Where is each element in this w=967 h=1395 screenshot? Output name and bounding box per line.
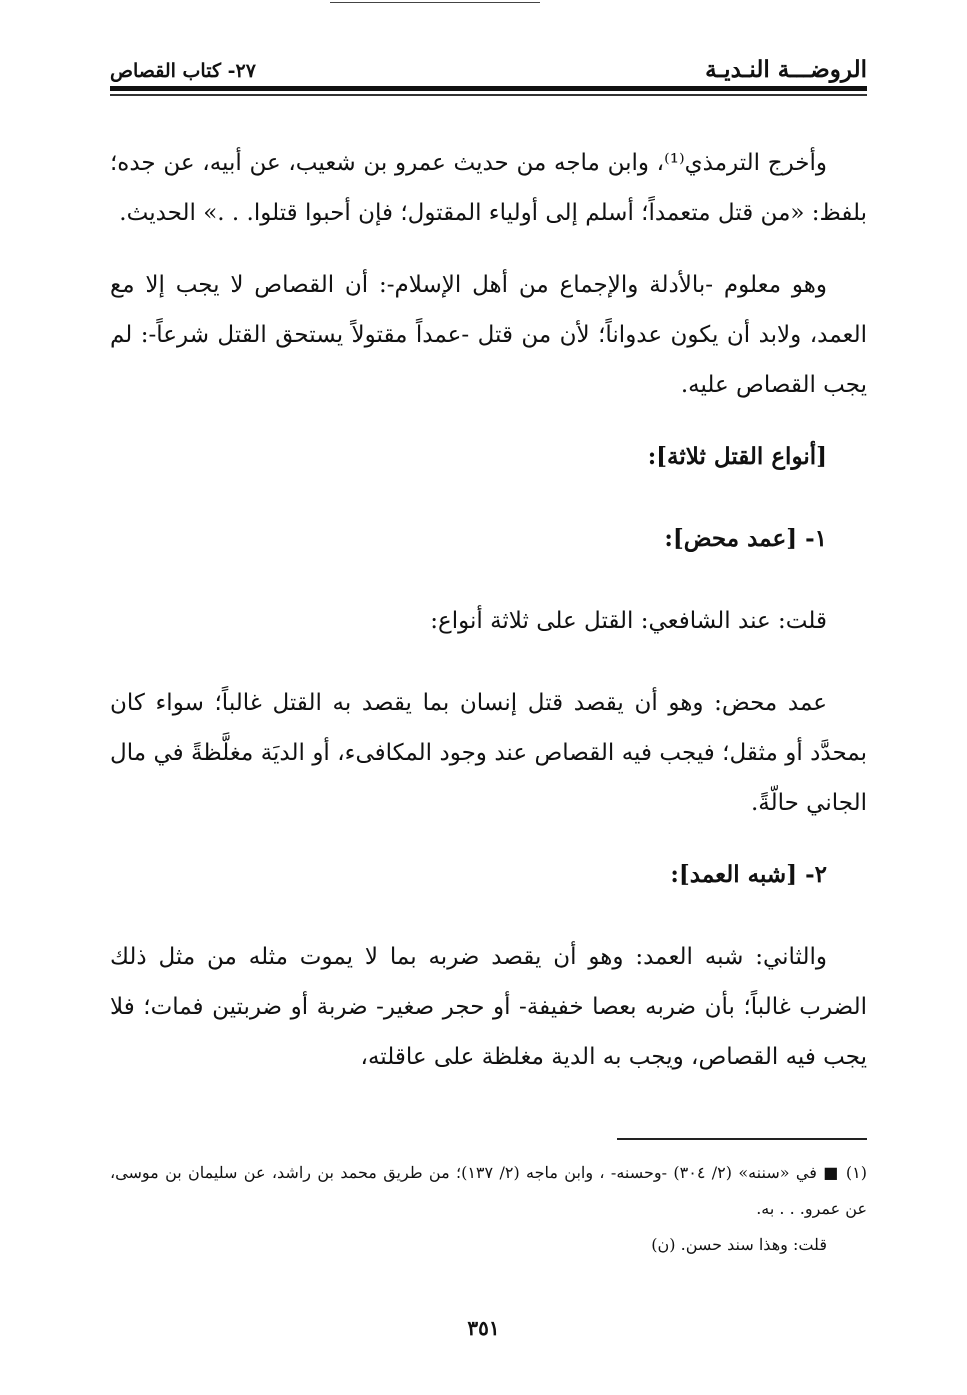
footnote-1-comment: قلت: وهذا سند حسن. (ن) <box>651 1235 827 1254</box>
heading-types: [أنواع القتل ثلاثة]: <box>647 443 827 470</box>
footnote-separator <box>617 1138 867 1140</box>
top-scan-line <box>330 2 540 3</box>
paragraph-tirmidhi: وأخرج الترمذي⁽¹⁾، وابن ماجه من حديث عمرو بن شعيب، عن أبيه، عن جده؛ بلفظ: «من قتل متعمداً؛ أسلم إلى أولياء المقتول؛ فإن أحبوا قتلوا. . .» الحديث. <box>110 150 867 226</box>
heading-type1: ١- [عمد محض]: <box>664 525 827 552</box>
chapter-title: ٢٧- كتاب القصاص <box>110 60 256 82</box>
paragraph-shafii: قلت: عند الشافعي: القتل على ثلاثة أنواع: <box>430 608 827 634</box>
paragraph-consensus: وهو معلوم -بالأدلة والإجماع من أهل الإسلام-: أن القصاص لا يجب إلا مع العمد، ولابد أن يكون عدواناً؛ لأن من قتل -عمداً مقتولاً يستحق القتل شرعاً-: لم يجب القصاص عليه. <box>110 272 867 398</box>
header-rule-thick <box>110 86 867 91</box>
book-title: الروضـــة النـديـة <box>705 56 867 83</box>
paragraph-shibh-amd: والثاني: شبه العمد: وهو أن يقصد ضربه بما لا يموت مثله من مثل ذلك الضرب غالباً؛ بأن ضربه بعصا خفيفة- أو حجر صغير- ضربة أو ضربتين فمات؛ فلا يجب فيه القصاص، ويجب به الدية مغلظة على عاقلته، <box>110 944 867 1070</box>
footnote-1: (١) ■ في «سننه» (٢/ ٣٠٤) -وحسنه- ، وابن ماجه (٢/ ١٣٧)؛ من طريق محمد بن راشد، عن سليمان بن موسى، عن عمرو. . . به. <box>110 1163 867 1218</box>
header-rule-thin <box>110 94 867 96</box>
main-text <box>110 138 867 1104</box>
page-number: ٣٥١ <box>467 1316 500 1340</box>
footnotes <box>110 1155 867 1263</box>
paragraph-amd-mahd: عمد محض: وهو أن يقصد قتل إنسان بما يقصد به القتل غالباً؛ سواء كان بمحدَّد أو مثقل؛ فيجب فيه القصاص عند وجود المكافىء، أو الديَة مغلَّظةً في مال الجاني حالّةً. <box>110 690 867 816</box>
heading-type2: ٢- [شبه العمد]: <box>670 861 827 888</box>
running-header <box>110 50 867 90</box>
